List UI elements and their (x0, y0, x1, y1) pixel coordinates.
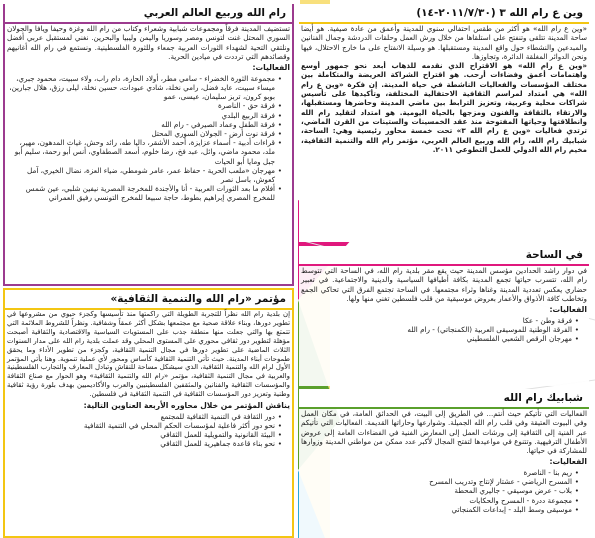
arab-spring-events-list (5, 74, 292, 203)
paragraph-conference: إن بلدية رام الله نظراً للتجربة الطويلة التي راكمتها منذ تأسيسها وكجزء حيوي من مشروعها في تطوير دورها، وبناء علاقة صحية مع مجتمعها بشكل أكثر عمقاً وشفافية. ونظراً للشروط الملائمة التي تتمتع بها والتي جعلت منها منطقة جذب على المستويات السياسية والاقتصادية والثقافية أصبحت مؤهلة لتطوير دور ثقافي محوري على المستوى المحلي وقد عملت بلدية رام الله على مدار السنوات الثلاث الماضية على تطوير دورها في مجال التنمية الثقافية، وكجزء من تطوير الأداء وما يحقق طموحات أبناء المدينة. حيث تأتي التنمية الثقافية كأساس ومحور لأي عملية تنموية. وهنا يأتي المؤتمر الأول لرام الله والتنمية الثقافية، الذي سيشكل مساحة للنقاش وتبادل المعارف والتجارب الفلسطينية والعربية في مجال التنمية الثقافية، مؤتمر «رام الله والتنمية الثقافية» وهو الحوار مع صناع الثقافة والمؤسسات الثقافية والفنانين والمثقفين الفلسطينيين والعرب والأكاديميين بهدف بلورة رؤية ثقافية وطنية وتعزيز دور المؤسسات الثقافية في التنمية الثقافية في فلسطين. (7, 310, 290, 399)
list-item: • فرقة الربيع البلدي (7, 111, 282, 120)
left-top-section (3, 4, 294, 286)
right-bot-section (299, 389, 589, 538)
list-item: • البيئة القانونية والتمويلية للعمل الثقافي (7, 430, 282, 439)
list-item: • مهرجان «ملعب الحرية - حفاظ عمر، عامر شومطي، ضياء العزة، نضال الخيري، آمل كعوش، باسل نصر (7, 166, 282, 184)
section-title-arab-spring: رام الله وربيع العالم العربي (5, 4, 292, 24)
windows-events-list (299, 468, 589, 514)
list-item: • مجموعة ددرة - المسرح والحكايات (301, 496, 579, 505)
paragraph-proposal: «وين ع رام الله» هو الاقتراح الذي نقدمه للذهاب أبعد نحو جمهور أوسع واهتمامات أعمق وفضاءات أرحب. هو اقتراح الشراكة العريضة والمتكاملة بين مختلف المؤسسات والفعاليات الناشطة في حياة المدينة. إن فكرة «وين ع رام الله» هي امتداد لمراسم الثقافية الاحتفالية المختلفة، وتأكيدها على تأسيس شراكات محلية وعربية، وتعزيز الترابط بين ماضي المدينة وحاضرها ومستقبلها، والارتقاء بالثقافة والفنون ومزجها بالحياة اليومية. هو امتداد لتقليد رام الله وانطلاقتها وحياتها المفتوحة منذ عقد الخمسينات والستينات من القرن الماضي، ترتدي فعاليات «وين ع رام الله ٣» تحت خمسة محاور رئيسية وهي: الساحة، شبابيك رام الله، رام الله وربيع العالم العربي، مؤتمر رام الله والتنمية الثقافية، مخيم رام الله الدولي للعمل التطوعي ٢٠١١. (301, 61, 587, 154)
events-label: الفعاليات: (549, 305, 587, 315)
list-item: • مهرجان الرقص الشعبي الفلسطيني (301, 334, 579, 343)
paragraph-intro: «وين ع رام الله» هو أكثر من طقس احتفالي سنوي للمدينة وأعمق من عادة صيفية. هو أيضا ساحة المدينة تتلقى وتنفتح على استلقاها من خلال ورش العمل وحلقات الدردشة وجمال الفنانين والمبدعين والنشطاء حول واقع المدينة ومستقبلها. هو وسيلة الانفتاح على ما خارج الاحتلال، فيها ونحن الدوائر المغلقة الدائرة، وتجاوزها. (301, 24, 587, 61)
list-item: • الفرقة الوطنية للموسيقى العربية (الكمنجاتي) - رام الله (301, 325, 579, 334)
list-item: • فرقة الطفل وعماد الصيرفي - رام الله (7, 120, 282, 129)
conference-axes-list (5, 412, 292, 449)
list-item: • دور الثقافة في التنمية الثقافية للمجتمع (7, 412, 282, 421)
list-item: • أفلام ما بعد الثورات العربية - أنا والأجندة للمخرجة المصرية نيفين شلبي، عين شمس للمخرج المصري إبراهيم بطوط، حاجة سبيعا للمخرج التونسي رفيق العمراني (7, 184, 282, 202)
list-item: • مجموعة الثورة الخضراء - سامي مطر، أولاد الحارة، دام راب، ولاء سبيت، محمود جبري، ميساء سبيت، عايد فضل، رامي نخلة، شادي عبودات، حسين نخلة، ليلى رزق، هلال جبارين، بوبو كرون، تربز سليمان، عيسى، عمو (7, 74, 282, 102)
section-title-wayn-ramallah: وين ع رام الله ٣ (٢٠١١/٧/٣٠-١٤) (299, 4, 589, 24)
paragraph-square: في دوار راشد الحدادين مؤسس المدينة حيث يقع مقر بلدية رام الله، في الساحة التي تتوسط رام الله، تتسرب حياتها تجمع المدينة بكافة أطيافها السياسية والدينية والاجتماعية. في تعبير حضاري يعكس تعددية المدينة وغناها وثراء مجتمعها. في الساحة تجتمع الفرق التي تحاكي الجمع وتخاطب كافة الأذواق والأعمار بعروض موسيقية من قلب فلسطين تغني منها ولها. (301, 266, 587, 303)
paragraph-arab-spring: تستضيف المدينة فرقاً ومجموعات شبابية وشعراء وكتاب من رام الله وغزة وحيفا ويافا والجولان السوري المحتل غنت لتونس ومصر وسوريا واليمن وليبيا والبحرين. نغني لمستقبل عربي أفضل ونلتقي التحية لشهداء الثورات العربية جمعاء وللثورة الفلسطينية. ونستمع في رام الله أغانيهم وقصائدهم التي ترددت في ميادين الحرية. (7, 24, 290, 61)
list-item: • نحو دور أكثر فاعلية لمؤسسات الحكم المحلي في التنمية الثقافية (7, 421, 282, 430)
axes-label: يناقش المؤتمر من خلال محاوره الأربعة العناوين التالية: (83, 401, 290, 411)
section-title-conference: مؤتمر «رام الله والتنمية الثقافية» (5, 290, 292, 310)
section-title-windows: شبابيك رام الله (299, 389, 589, 409)
events-label: الفعاليات: (549, 457, 587, 467)
list-item: • موسيقى وسط البلد - إبداعات الكمنجاتي (301, 505, 579, 514)
paragraph-windows: الفعاليات التي تأتيكم حيث أنتم... في الطريق إلى البيت، في الحدائق العامة، في مكان العمل وفي البيوت العتيقة وفي قلب رام الله الجميلة. وشوارعها وحاراتها القديمة. الفعاليات التي تأتيكم عبر الفنية إلى الثقافية إلى ورشات العمل إلى المعارض الفنية في الفضاءات العامة إلى عروض الأطفال الترفيهية. وتتنوع في مواعيدها لتفتح المجال لأكبر عدد ممكن من مواطني المدينة وزوارها للمشاركة في حياتها. (301, 409, 587, 456)
section-title-square: في الساحة (299, 246, 589, 266)
square-events-list (299, 316, 589, 344)
list-item: • نحو بناء قاعدة جماهيرية للعمل الثقافي (7, 439, 282, 448)
right-top-section (299, 4, 589, 242)
list-item: • فرقة حق - الناصرة (7, 101, 282, 110)
list-item: • بلاب - عرض موسيقي - جاليري المحطة (301, 486, 579, 495)
events-label: الفعاليات: (252, 63, 290, 73)
right-mid-section (299, 246, 589, 386)
list-item: • ريم بنا - الناصرة (301, 468, 579, 477)
list-item: • فرقة نوت أرض - الجولان السوري المحتل (7, 129, 282, 138)
list-item: • فرقة وطن - عكا (301, 316, 579, 325)
list-item: • المسرح الرياضي - عشتار لإنتاج وتدريب المسرح (301, 477, 579, 486)
list-item: • قراءات أدبية - أسماء عزايزة، أحمد الأشقر، داليا طه، رائد وحش، غياث المدهون، مهير، ملد، محمود ماضي، وائل، عبد فخ، رضا خلوم، أسعد الصطفاوي، أنس أبو رحمة، سليم أبو جبل ومايا أبو الحيات (7, 138, 282, 166)
left-bot-section (3, 288, 294, 538)
